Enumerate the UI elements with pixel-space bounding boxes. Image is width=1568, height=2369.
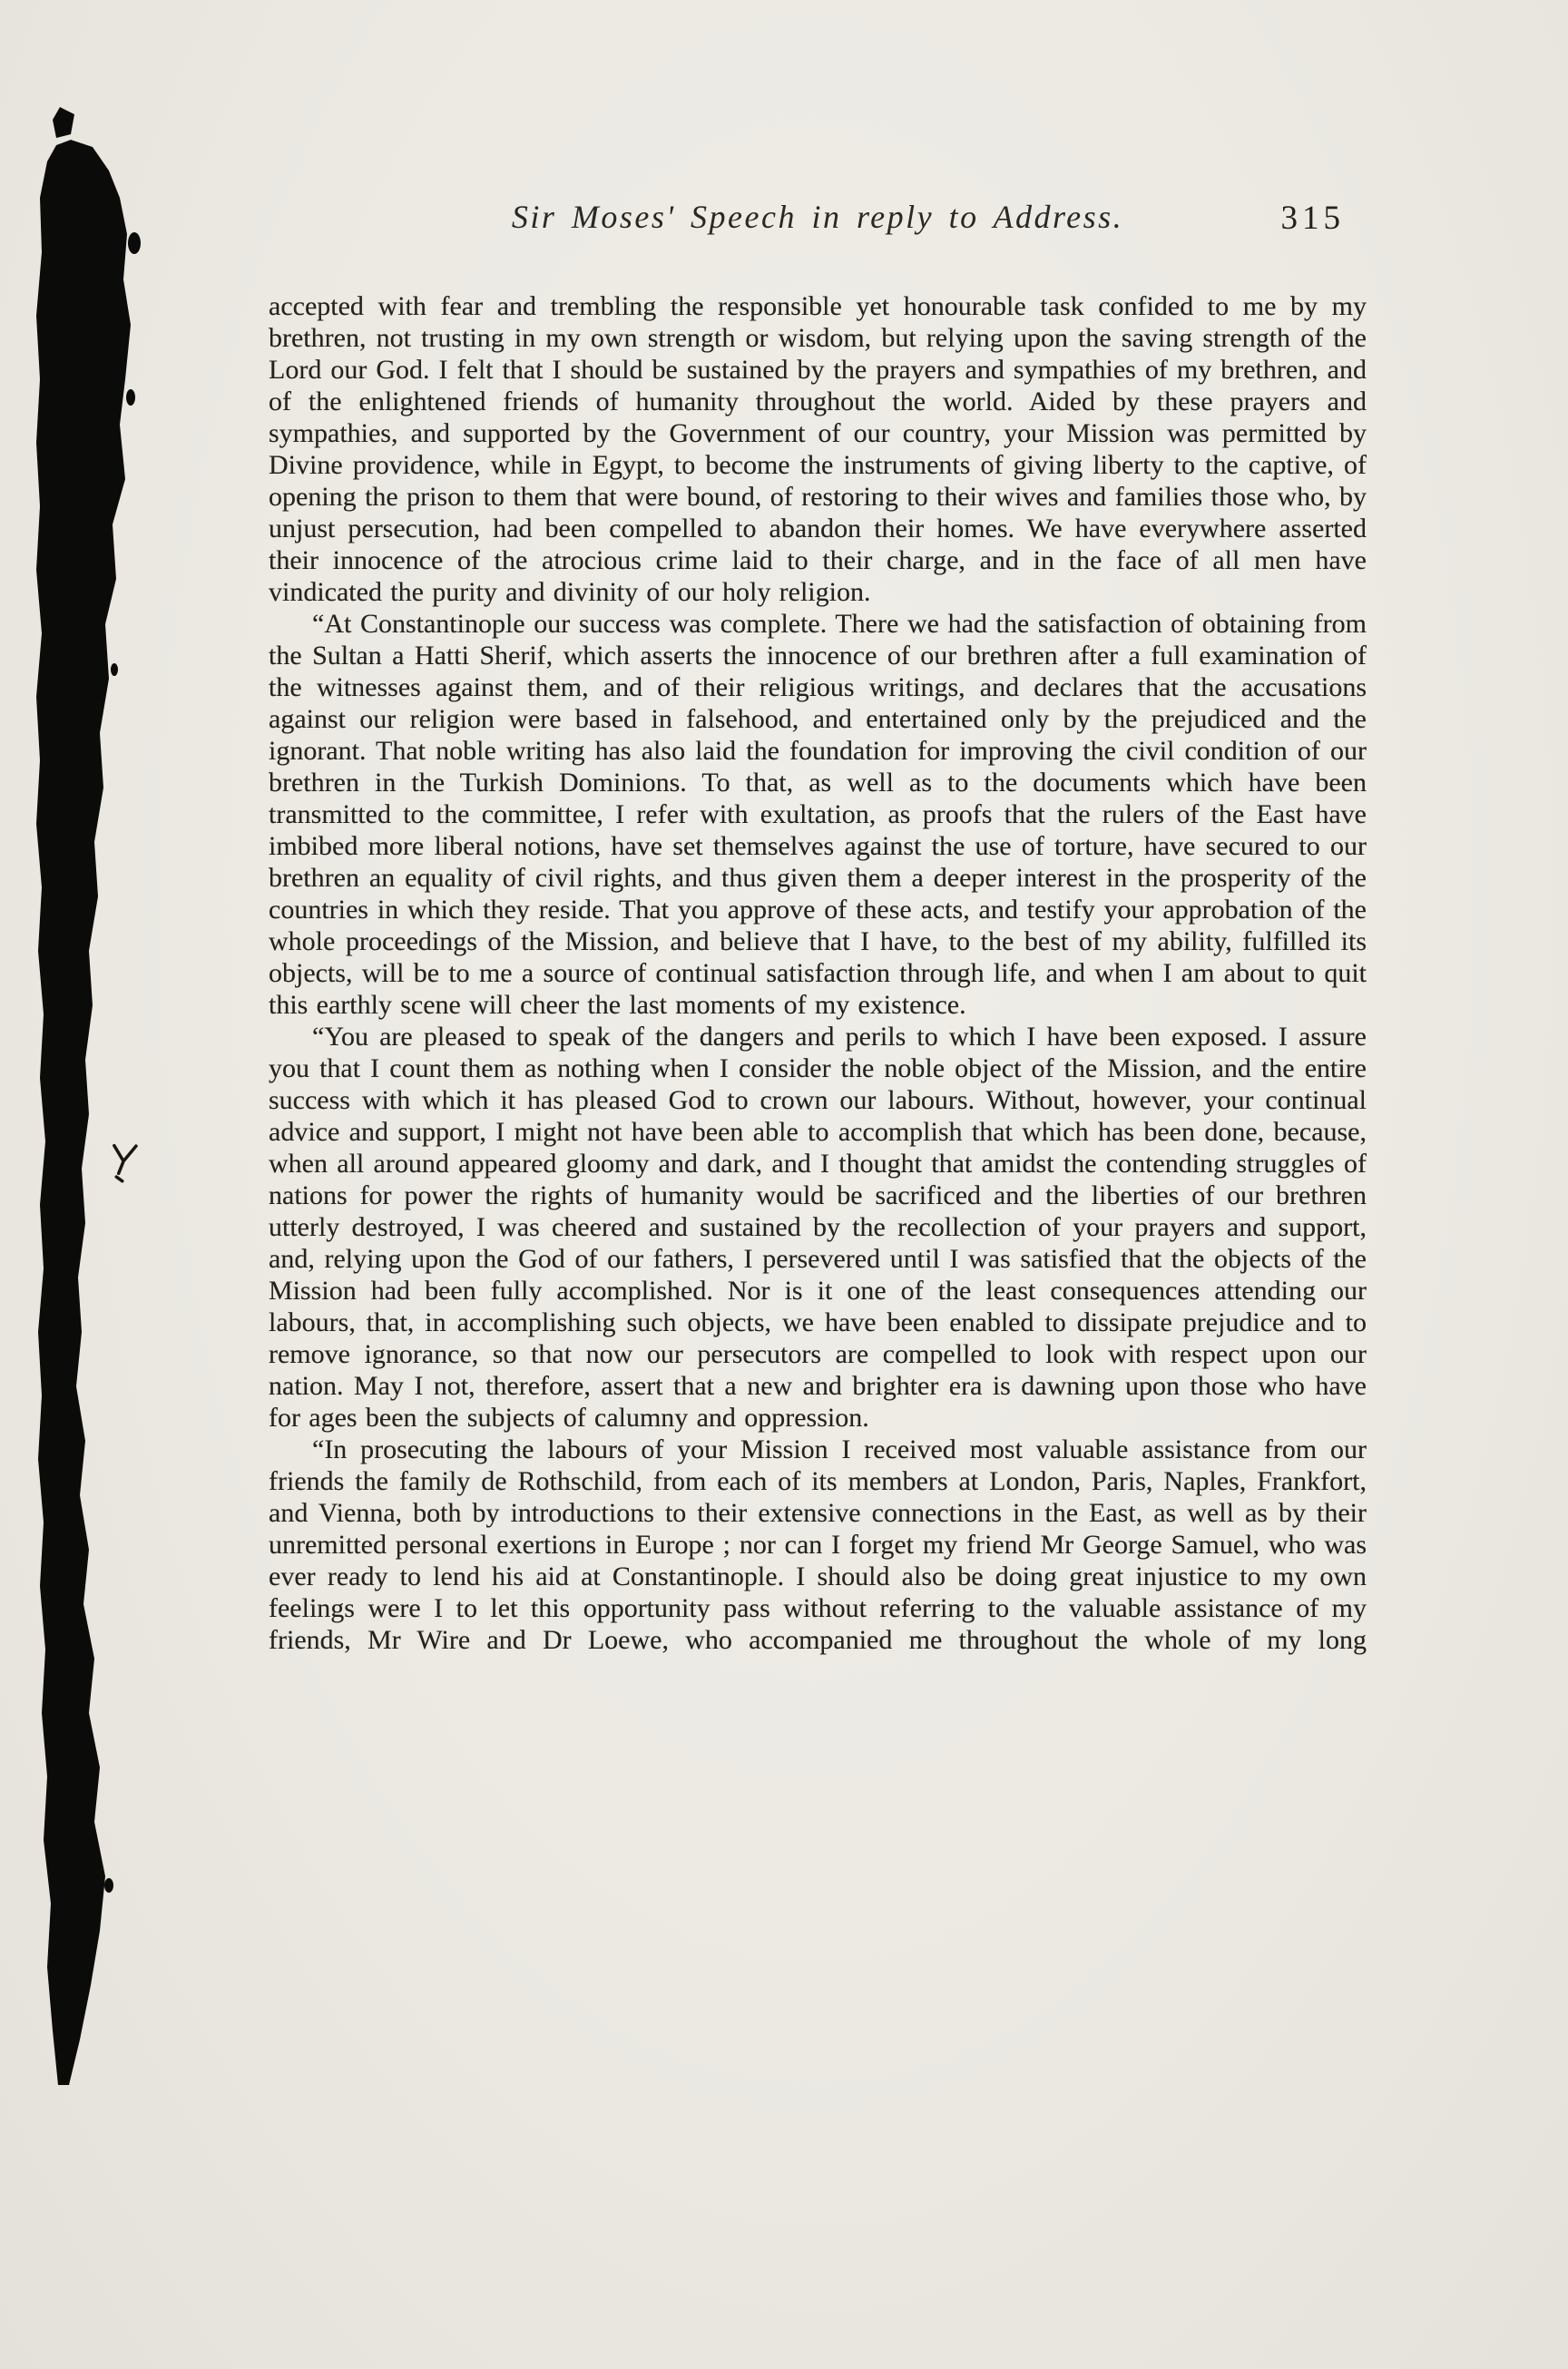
body-text (269, 290, 1367, 1656)
pen-mark (107, 1140, 144, 1185)
paragraph-1: accepted with fear and trembling the responsible yet honourable task confided to me by my brethren, not trusting in my own strength or wisdom, but relying upon the saving strength of the Lord our God. I felt that I should be sustained by the prayers and sympathies of my brethren, and of the enlightened friends of humanity throughout the world. Aided by these prayers and sympathies, and supported by the Government of our country, your Mission was permitted by Divine providence, while in Egypt, to become the instruments of giving liberty to the captive, of opening the prison to them that were bound, of restoring to their wives and families those who, by unjust persecution, had been compelled to abandon their homes. We have everywhere asserted their innocence of the atrocious crime laid to their charge, and in the face of all men have vindicated the purity and divinity of our holy religion. (269, 291, 1367, 607)
paragraph-3: “You are pleased to speak of the dangers and perils to which I have been exposed. I assure you that I count them as nothing when I consider the noble object of the Mission, and the entire success with which it has pleased God to crown our labours. Without, however, your continual advice and support, I might not have been able to accomplish that which has been done, because, when all around appeared gloomy and dark, and I thought that amidst the contending struggles of nations for power the rights of humanity would be sacrificed and the liberties of our brethren utterly destroyed, I was cheered and sustained by the recollection of your prayers and support, and, relying upon the God of our fathers, I persevered until I was satisfied that the objects of the Mission had been fully accomplished. Nor is it one of the least consequences attending our labours, that, in accomplishing such objects, we have been enabled to dissipate prejudice and to remove ignorance, so that now our persecutors are compelled to look with respect upon our nation. May I not, therefore, assert that a new and brighter era is dawning upon those who have for ages been the subjects of calumny and oppression. (269, 1022, 1367, 1433)
paragraph-2: “At Constantinople our success was complete. There we had the satisfaction of obtaining from the Sultan a Hatti Sherif, which asserts the innocence of our brethren after a full examination of the witnesses against them, and of their religious writings, and declares that the accusations against our religion were based in falsehood, and entertained only by the prejudiced and the ignorant. That noble writing has also laid the foundation for improving the civil condition of our brethren in the Turkish Dominions. To that, as well as to the documents which have been transmitted to the committee, I refer with exultation, as proofs that the rulers of the East have imbibed more liberal notions, have set themselves against the use of torture, have secured to our brethren an equality of civil rights, and thus given them a deeper interest in the prosperity of the countries in which they reside. That you approve of these acts, and testify your approbation of the whole proceedings of the Mission, and believe that I have, to the best of my ability, fulfilled its objects, will be to me a source of continual satisfaction through life, and when I am about to quit this earthly scene will cheer the last moments of my existence. (269, 609, 1367, 1020)
page-header (269, 198, 1367, 247)
paragraph-4: “In prosecuting the labours of your Mission I received most valuable assistance from our friends the family de Rothschild, from each of its members at London, Paris, Naples, Frankfort, and Vienna, both by introductions to their extensive connections in the East, as well as by their unremitted personal exertions in Europe ; nor can I forget my friend Mr George Samuel, who was ever ready to lend his aid at Constantinople. I should also be doing great injustice to my own feelings were I to let this opportunity pass without referring to the valuable assistance of my friends, Mr Wire and Dr Loewe, who accompanied me throughout the whole of my long (269, 1434, 1367, 1655)
ink-blot-artifact (33, 107, 151, 2112)
running-title: Sir Moses' Speech in reply to Address. (511, 199, 1124, 235)
page-number: 315 (1280, 200, 1345, 237)
